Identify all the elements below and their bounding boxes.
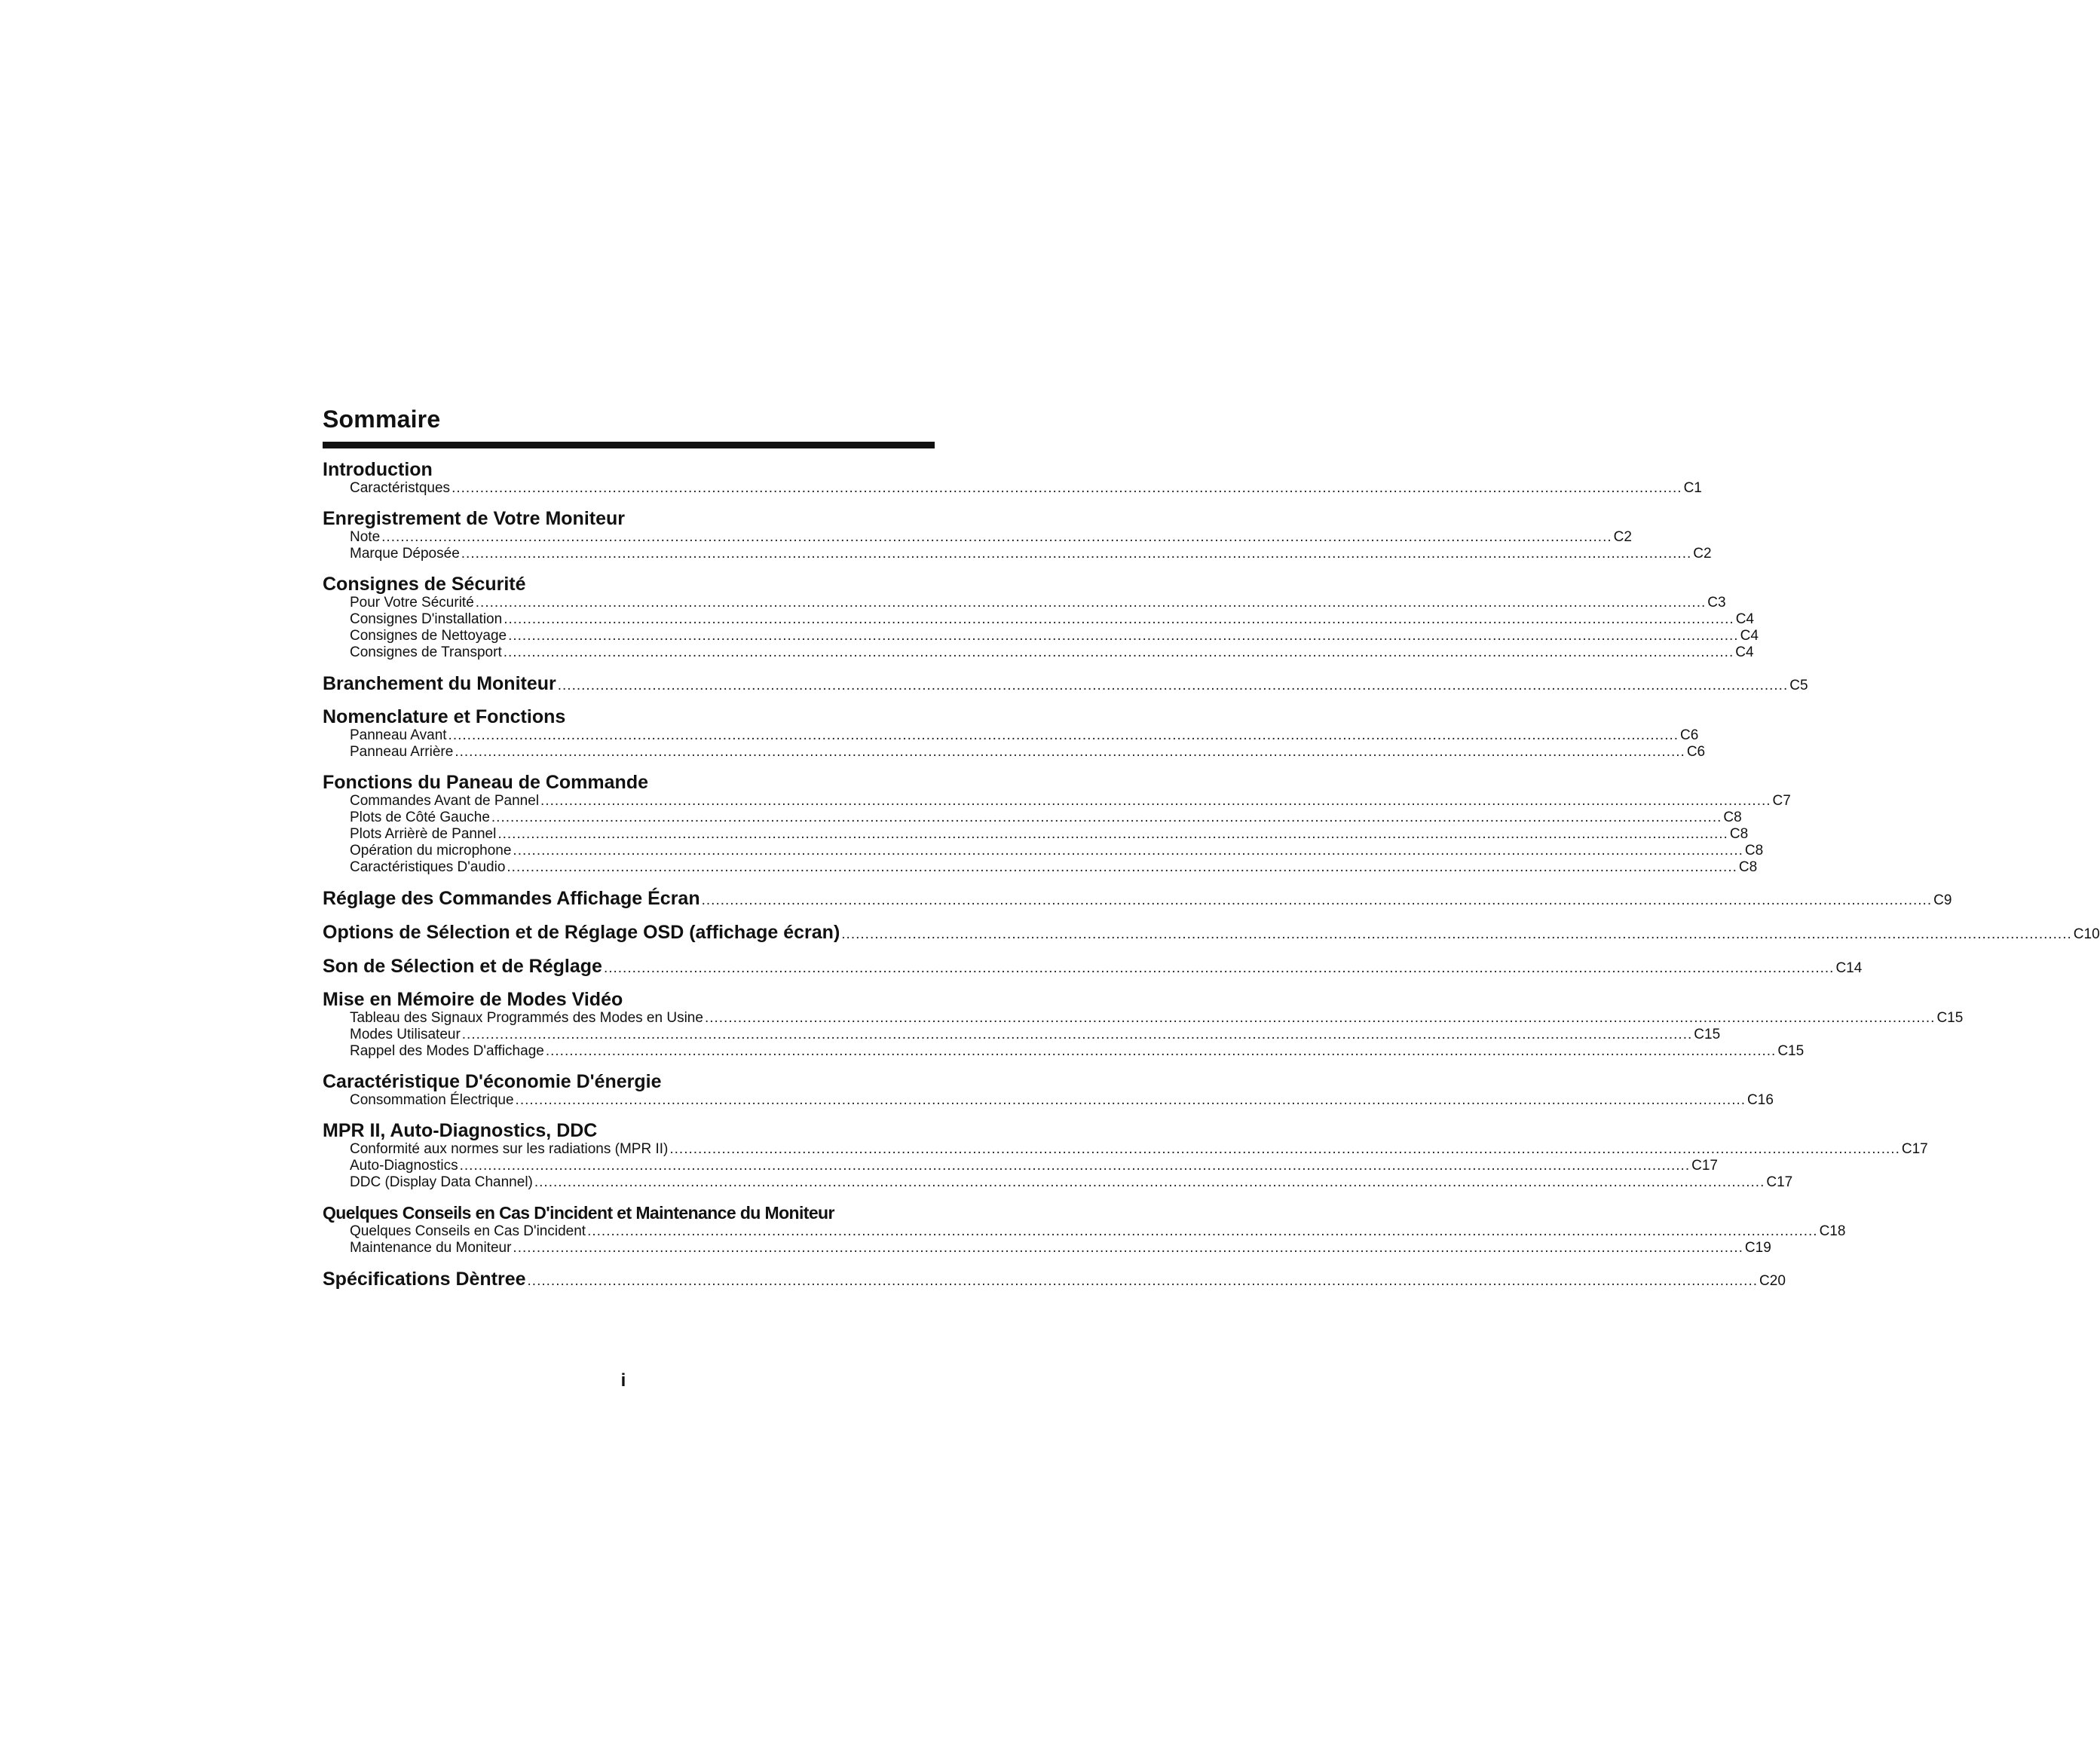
page-reference: C4: [1740, 628, 1759, 644]
dot-leader: ....................................................................................................................................................................................................................................................................: [461, 1027, 1693, 1042]
page-reference: C15: [1777, 1043, 1805, 1059]
toc-main-entry[interactable]: [323, 887, 1952, 910]
toc-section: [323, 574, 1759, 661]
entry-label: Consignes de Nettoyage: [350, 628, 507, 644]
toc-entry[interactable]: [323, 843, 1764, 859]
toc-section: [323, 887, 1952, 910]
toc-section: [323, 1071, 1774, 1109]
toc-section: [323, 459, 1702, 497]
dot-leader: ....................................................................................................................................................................................................................................................................: [491, 810, 1722, 825]
entry-label: Modes Utilisateur: [350, 1027, 461, 1042]
dot-leader: ....................................................................................................................................................................................................................................................................: [545, 1043, 1777, 1059]
toc-title: Sommaire: [323, 406, 441, 433]
toc-entry[interactable]: [323, 727, 1699, 744]
toc-entry[interactable]: [323, 595, 1726, 611]
toc-entry[interactable]: [323, 1027, 1721, 1043]
toc-entry[interactable]: [323, 1240, 1771, 1256]
toc-entry[interactable]: [323, 1174, 1793, 1191]
table-of-contents: [323, 404, 2100, 1302]
dot-leader: ....................................................................................................................................................................................................................................................................: [448, 727, 1679, 743]
toc-entry[interactable]: [323, 793, 1791, 810]
dot-leader: ....................................................................................................................................................................................................................................................................: [557, 678, 1789, 693]
dot-leader: ....................................................................................................................................................................................................................................................................: [459, 1158, 1691, 1174]
entry-label: Opération du microphone: [350, 843, 512, 859]
toc-section: [323, 1120, 1928, 1191]
page-reference: C16: [1747, 1092, 1774, 1108]
page-reference: C9: [1933, 892, 1952, 908]
toc-section: [323, 1268, 1786, 1290]
dot-leader: ....................................................................................................................................................................................................................................................................: [455, 744, 1685, 760]
toc-entry[interactable]: [323, 1092, 1774, 1109]
page-reference: C15: [1694, 1027, 1721, 1042]
toc-entry[interactable]: [323, 644, 1754, 661]
section-heading: MPR II, Auto-Diagnostics, DDC: [323, 1120, 598, 1141]
toc-sections: [323, 459, 2100, 1290]
dot-leader: ....................................................................................................................................................................................................................................................................: [540, 793, 1771, 809]
toc-section: [323, 508, 1712, 562]
page-reference: C8: [1744, 843, 1764, 859]
page-reference: C17: [1901, 1141, 1928, 1157]
dot-leader: ....................................................................................................................................................................................................................................................................: [513, 843, 1743, 859]
page-reference: C7: [1772, 793, 1791, 809]
page-reference: C10: [2073, 926, 2100, 942]
page-reference: C20: [1759, 1273, 1786, 1289]
toc-main-entry[interactable]: [323, 921, 2100, 944]
dot-leader: ....................................................................................................................................................................................................................................................................: [841, 926, 2072, 942]
toc-section: [323, 1202, 1846, 1256]
entry-label: Consommation Électrique: [350, 1092, 514, 1108]
toc-entry[interactable]: [323, 1158, 1718, 1174]
page-reference: C15: [1936, 1010, 1964, 1026]
section-heading: Options de Sélection et de Réglage OSD (affichage écran): [323, 922, 840, 943]
entry-label: Panneau Avant: [350, 727, 447, 743]
toc-entry[interactable]: [323, 1010, 1964, 1027]
dot-leader: ....................................................................................................................................................................................................................................................................: [381, 529, 1612, 545]
dot-leader: ....................................................................................................................................................................................................................................................................: [461, 546, 1692, 562]
page-reference: C6: [1686, 744, 1706, 760]
dot-leader: ....................................................................................................................................................................................................................................................................: [704, 1010, 1936, 1026]
page-reference: C8: [1738, 859, 1758, 875]
entry-label: Commandes Avant de Pannel: [350, 793, 540, 809]
page-reference: C18: [1819, 1223, 1846, 1239]
toc-section: [323, 706, 1706, 761]
section-heading: Introduction: [323, 459, 433, 480]
entry-label: Auto-Diagnostics: [350, 1158, 458, 1174]
toc-entry[interactable]: [323, 810, 1742, 826]
toc-section: [323, 672, 1808, 695]
toc-entry[interactable]: [323, 529, 1632, 546]
toc-section: [323, 772, 1791, 876]
dot-leader: ....................................................................................................................................................................................................................................................................: [475, 595, 1707, 611]
dot-leader: ....................................................................................................................................................................................................................................................................: [527, 1273, 1759, 1289]
page-reference: C2: [1693, 546, 1712, 562]
entry-label: Consignes D'installation: [350, 611, 503, 627]
dot-leader: ....................................................................................................................................................................................................................................................................: [508, 628, 1739, 644]
dot-leader: ....................................................................................................................................................................................................................................................................: [603, 960, 1835, 976]
page-reference: C8: [1723, 810, 1742, 825]
dot-leader: ....................................................................................................................................................................................................................................................................: [497, 826, 1728, 842]
dot-leader: ....................................................................................................................................................................................................................................................................: [504, 611, 1734, 627]
entry-label: Rappel des Modes D'affichage: [350, 1043, 544, 1059]
page-reference: C6: [1680, 727, 1699, 743]
dot-leader: ....................................................................................................................................................................................................................................................................: [534, 1174, 1765, 1190]
toc-main-entry[interactable]: [323, 1268, 1786, 1290]
page-reference: C17: [1691, 1158, 1718, 1174]
dot-leader: ....................................................................................................................................................................................................................................................................: [507, 859, 1737, 875]
entry-label: Caractéristiques D'audio: [350, 859, 506, 875]
section-heading: Spécifications Dèntree: [323, 1269, 526, 1290]
page-reference: C3: [1707, 595, 1726, 611]
toc-entry[interactable]: [323, 546, 1712, 562]
section-heading: Consignes de Sécurité: [323, 574, 526, 595]
entry-label: Maintenance du Moniteur: [350, 1240, 512, 1256]
toc-section: [323, 955, 1863, 978]
page-number: i: [620, 1370, 626, 1391]
section-heading: Mise en Mémoire de Modes Vidéo: [323, 989, 623, 1010]
entry-label: Consignes de Transport: [350, 644, 502, 660]
page-reference: C19: [1744, 1240, 1771, 1256]
page-reference: C14: [1835, 960, 1863, 976]
toc-entry[interactable]: [323, 1223, 1846, 1240]
page-reference: C4: [1735, 611, 1754, 627]
page-reference: C4: [1735, 644, 1754, 660]
entry-label: Panneau Arrière: [350, 744, 454, 760]
toc-main-entry[interactable]: [323, 672, 1808, 695]
toc-entry[interactable]: [323, 611, 1754, 628]
section-heading: Caractéristique D'économie D'énergie: [323, 1071, 662, 1092]
entry-label: Tableau des Signaux Programmés des Modes en Usine: [350, 1010, 703, 1026]
dot-leader: ....................................................................................................................................................................................................................................................................: [503, 644, 1734, 660]
page-reference: C1: [1683, 480, 1702, 496]
toc-section: [323, 989, 1964, 1060]
entry-label: Pour Votre Sécurité: [350, 595, 474, 611]
entry-label: Caractéristques: [350, 480, 451, 496]
section-heading: Branchement du Moniteur: [323, 673, 556, 694]
toc-entry[interactable]: [323, 480, 1702, 497]
title-rule: [323, 442, 935, 448]
dot-leader: ....................................................................................................................................................................................................................................................................: [515, 1092, 1746, 1108]
toc-entry[interactable]: [323, 1141, 1928, 1158]
section-heading: Son de Sélection et de Réglage: [323, 956, 602, 977]
section-heading: Nomenclature et Fonctions: [323, 706, 566, 727]
entry-label: Plots de Côté Gauche: [350, 810, 490, 825]
toc-entry[interactable]: [323, 628, 1759, 644]
dot-leader: ....................................................................................................................................................................................................................................................................: [587, 1223, 1818, 1239]
section-heading: Quelques Conseils en Cas D'incident et Maintenance du Moniteur: [323, 1203, 834, 1223]
entry-label: Quelques Conseils en Cas D'incident: [350, 1223, 586, 1239]
entry-label: Plots Arrièrè de Pannel: [350, 826, 497, 842]
section-heading: Fonctions du Paneau de Commande: [323, 772, 648, 793]
entry-label: Marque Déposée: [350, 546, 460, 562]
page-reference: C8: [1729, 826, 1749, 842]
dot-leader: ....................................................................................................................................................................................................................................................................: [669, 1141, 1900, 1157]
toc-entry[interactable]: [323, 1043, 1805, 1060]
section-heading: Réglage des Commandes Affichage Écran: [323, 888, 700, 909]
page-reference: C2: [1613, 529, 1632, 545]
dot-leader: ....................................................................................................................................................................................................................................................................: [701, 892, 1933, 908]
toc-entry[interactable]: [323, 826, 1749, 843]
entry-label: DDC (Display Data Channel): [350, 1174, 533, 1190]
toc-section: [323, 921, 2100, 944]
dot-leader: ....................................................................................................................................................................................................................................................................: [452, 480, 1682, 496]
page-reference: C5: [1789, 678, 1808, 693]
toc-main-entry[interactable]: [323, 955, 1863, 978]
entry-label: Conformité aux normes sur les radiations (MPR II): [350, 1141, 669, 1157]
page-reference: C17: [1766, 1174, 1793, 1190]
entry-label: Note: [350, 529, 381, 545]
toc-entry[interactable]: [323, 859, 1758, 876]
section-heading: Enregistrement de Votre Moniteur: [323, 508, 625, 529]
toc-entry[interactable]: [323, 744, 1706, 761]
dot-leader: ....................................................................................................................................................................................................................................................................: [513, 1240, 1743, 1256]
